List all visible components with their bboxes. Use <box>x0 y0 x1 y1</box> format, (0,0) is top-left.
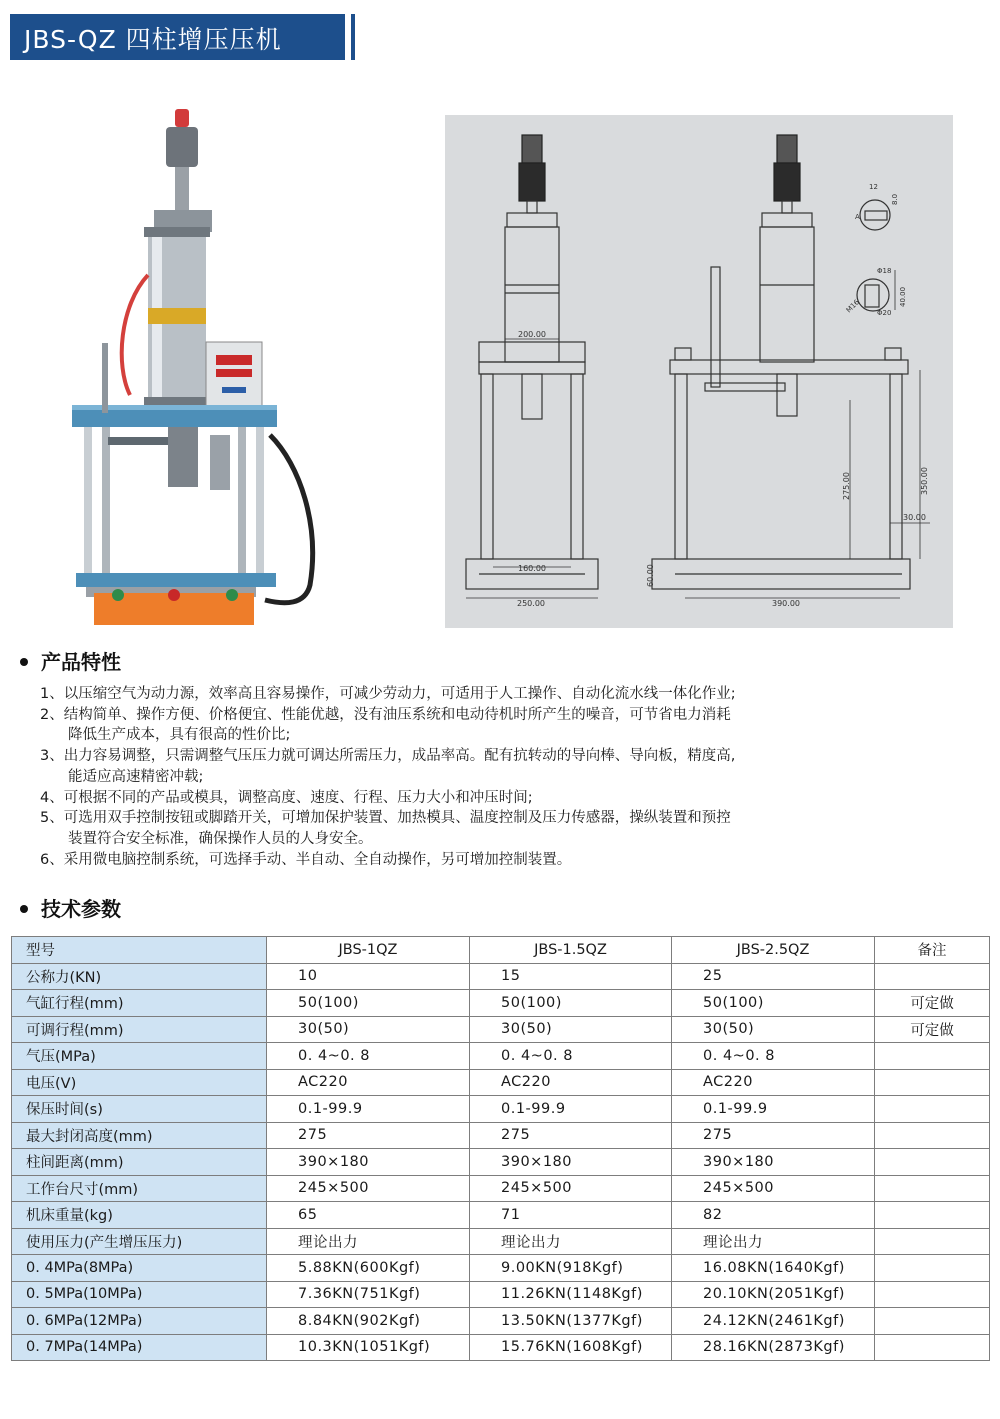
table-row <box>12 1308 990 1335</box>
row-label-cell: 0. 5MPa(10MPa) <box>12 1281 267 1308</box>
note-cell <box>875 1281 990 1308</box>
value-cell: 25 <box>672 963 875 990</box>
value-cell: 245×500 <box>672 1175 875 1202</box>
table-row <box>12 1334 990 1361</box>
feature-line: 降低生产成本，具有很高的性价比; <box>68 727 291 744</box>
note-cell <box>875 1149 990 1176</box>
header-cell: JBS-1.5QZ <box>470 937 672 964</box>
value-cell: 50(100) <box>267 990 470 1017</box>
row-label-cell: 0. 7MPa(14MPa) <box>12 1334 267 1361</box>
value-cell: 10 <box>267 963 470 990</box>
note-cell <box>875 1255 990 1282</box>
dim-200: 200.00 <box>518 330 546 339</box>
value-cell: 82 <box>672 1202 875 1229</box>
table-row <box>12 1255 990 1282</box>
dim-250: 250.00 <box>517 599 545 608</box>
features-heading: 产品特性 <box>20 646 121 675</box>
note-cell <box>875 1202 990 1229</box>
row-label-cell: 可调行程(mm) <box>12 1016 267 1043</box>
value-cell: 50(100) <box>672 990 875 1017</box>
value-cell: 8.84KN(902Kgf) <box>267 1308 470 1335</box>
value-cell: 16.08KN(1640Kgf) <box>672 1255 875 1282</box>
note-cell <box>875 1122 990 1149</box>
note-cell <box>875 1175 990 1202</box>
note-cell: 可定做 <box>875 1016 990 1043</box>
value-cell: 0. 4~0. 8 <box>267 1043 470 1070</box>
row-label-cell: 最大封闭高度(mm) <box>12 1122 267 1149</box>
value-cell: 0. 4~0. 8 <box>672 1043 875 1070</box>
header-cell: JBS-1QZ <box>267 937 470 964</box>
value-cell: 30(50) <box>672 1016 875 1043</box>
note-cell <box>875 1308 990 1335</box>
row-label-cell: 气缸行程(mm) <box>12 990 267 1017</box>
row-label-cell: 0. 4MPa(8MPa) <box>12 1255 267 1282</box>
value-cell: 20.10KN(2051Kgf) <box>672 1281 875 1308</box>
value-cell: 13.50KN(1377Kgf) <box>470 1308 672 1335</box>
note-cell <box>875 963 990 990</box>
value-cell: 390×180 <box>470 1149 672 1176</box>
value-cell: 30(50) <box>267 1016 470 1043</box>
dim-12: 12 <box>869 183 878 191</box>
value-cell: 275 <box>672 1122 875 1149</box>
feature-line: 能适应高速精密冲载; <box>68 768 204 785</box>
dim-30: 30.00 <box>903 513 926 522</box>
dim-8: 8.0 <box>891 193 899 205</box>
value-cell: 15.76KN(1608Kgf) <box>470 1334 672 1361</box>
row-label-cell: 柱间距离(mm) <box>12 1149 267 1176</box>
note-cell <box>875 1043 990 1070</box>
value-cell: 65 <box>267 1202 470 1229</box>
value-cell: 245×500 <box>470 1175 672 1202</box>
value-cell: 390×180 <box>672 1149 875 1176</box>
dim-350: 350.00 <box>920 467 929 495</box>
note-cell <box>875 1069 990 1096</box>
value-cell: 理论出力 <box>267 1228 470 1255</box>
title-banner <box>10 14 345 60</box>
row-label-cell: 公称力(KN) <box>12 963 267 990</box>
value-cell: 71 <box>470 1202 672 1229</box>
value-cell: 5.88KN(600Kgf) <box>267 1255 470 1282</box>
dim-m16: M16 <box>844 298 861 315</box>
table-row <box>12 1228 990 1255</box>
row-label-cell: 0. 6MPa(12MPa) <box>12 1308 267 1335</box>
dim-40: 40.00 <box>899 286 907 307</box>
page-title: JBS-QZ 四柱增压压机 <box>24 25 282 54</box>
table-row <box>12 1096 990 1123</box>
spec-table <box>11 936 990 1361</box>
value-cell: 7.36KN(751Kgf) <box>267 1281 470 1308</box>
note-cell: 可定做 <box>875 990 990 1017</box>
bullet-icon <box>20 905 28 913</box>
row-label-cell: 工作台尺寸(mm) <box>12 1175 267 1202</box>
value-cell: 15 <box>470 963 672 990</box>
product-photo <box>60 105 340 630</box>
value-cell: 11.26KN(1148Kgf) <box>470 1281 672 1308</box>
value-cell: 50(100) <box>470 990 672 1017</box>
value-cell: 275 <box>267 1122 470 1149</box>
value-cell: 28.16KN(2873Kgf) <box>672 1334 875 1361</box>
value-cell: 0.1-99.9 <box>672 1096 875 1123</box>
value-cell: 0. 4~0. 8 <box>470 1043 672 1070</box>
table-row <box>12 1175 990 1202</box>
dim-phi18: Φ18 <box>877 267 892 275</box>
note-cell <box>875 1334 990 1361</box>
table-row <box>12 990 990 1017</box>
value-cell: 30(50) <box>470 1016 672 1043</box>
detail-label-a: A <box>855 213 860 221</box>
table-row <box>12 1069 990 1096</box>
value-cell: AC220 <box>672 1069 875 1096</box>
table-row <box>12 1043 990 1070</box>
table-row <box>12 1149 990 1176</box>
technical-drawing <box>445 115 953 628</box>
row-label-cell: 保压时间(s) <box>12 1096 267 1123</box>
row-label-cell: 气压(MPa) <box>12 1043 267 1070</box>
value-cell: 10.3KN(1051Kgf) <box>267 1334 470 1361</box>
value-cell: 390×180 <box>267 1149 470 1176</box>
feature-line: 2、结构简单、操作方便、价格便宜、性能优越，没有油压系统和电动待机时所产生的噪音，可节省电力消耗 <box>40 706 731 723</box>
value-cell: AC220 <box>470 1069 672 1096</box>
dim-phi20: Φ20 <box>877 309 892 317</box>
value-cell: 理论出力 <box>672 1228 875 1255</box>
feature-line: 4、可根据不同的产品或模具，调整高度、速度、行程、压力大小和冲压时间; <box>40 789 533 806</box>
value-cell: 9.00KN(918Kgf) <box>470 1255 672 1282</box>
value-cell: 275 <box>470 1122 672 1149</box>
feature-line: 6、采用微电脑控制系统，可选择手动、半自动、全自动操作，另可增加控制装置。 <box>40 851 572 868</box>
dim-160: 160.00 <box>518 564 546 573</box>
specs-heading: 技术参数 <box>20 893 121 922</box>
value-cell: 0.1-99.9 <box>267 1096 470 1123</box>
feature-line: 3、出力容易调整，只需调整气压压力就可调达所需压力，成品率高。配有抗转动的导向棒、导向板，精度高, <box>40 748 736 765</box>
table-row <box>12 1281 990 1308</box>
table-row <box>12 1202 990 1229</box>
title-accent-bar <box>351 14 355 60</box>
feature-line: 1、以压缩空气为动力源，效率高且容易操作，可减少劳动力，可适用于人工操作、自动化流水线一体化作业; <box>40 686 736 702</box>
row-label-cell: 电压(V) <box>12 1069 267 1096</box>
header-cell: JBS-2.5QZ <box>672 937 875 964</box>
bullet-icon <box>20 658 28 666</box>
note-cell <box>875 1228 990 1255</box>
note-cell <box>875 1096 990 1123</box>
table-row <box>12 963 990 990</box>
row-label-cell: 使用压力(产生增压压力) <box>12 1228 267 1255</box>
features-list <box>40 684 860 870</box>
dim-275: 275.00 <box>842 472 851 500</box>
dim-390: 390.00 <box>772 599 800 608</box>
table-row <box>12 1016 990 1043</box>
feature-line: 装置符合安全标准，确保操作人员的人身安全。 <box>68 830 373 847</box>
value-cell: 0.1-99.9 <box>470 1096 672 1123</box>
value-cell: 理论出力 <box>470 1228 672 1255</box>
header-cell: 备注 <box>875 937 990 964</box>
value-cell: AC220 <box>267 1069 470 1096</box>
feature-line: 5、可选用双手控制按钮或脚踏开关，可增加保护装置、加热模具、温度控制及压力传感器，操纵装置和预控 <box>40 810 731 827</box>
row-label-cell: 机床重量(kg) <box>12 1202 267 1229</box>
table-header-row <box>12 937 990 964</box>
value-cell: 245×500 <box>267 1175 470 1202</box>
table-row <box>12 1122 990 1149</box>
dim-60: 60.00 <box>646 564 655 587</box>
header-cell: 型号 <box>12 937 267 964</box>
value-cell: 24.12KN(2461Kgf) <box>672 1308 875 1335</box>
